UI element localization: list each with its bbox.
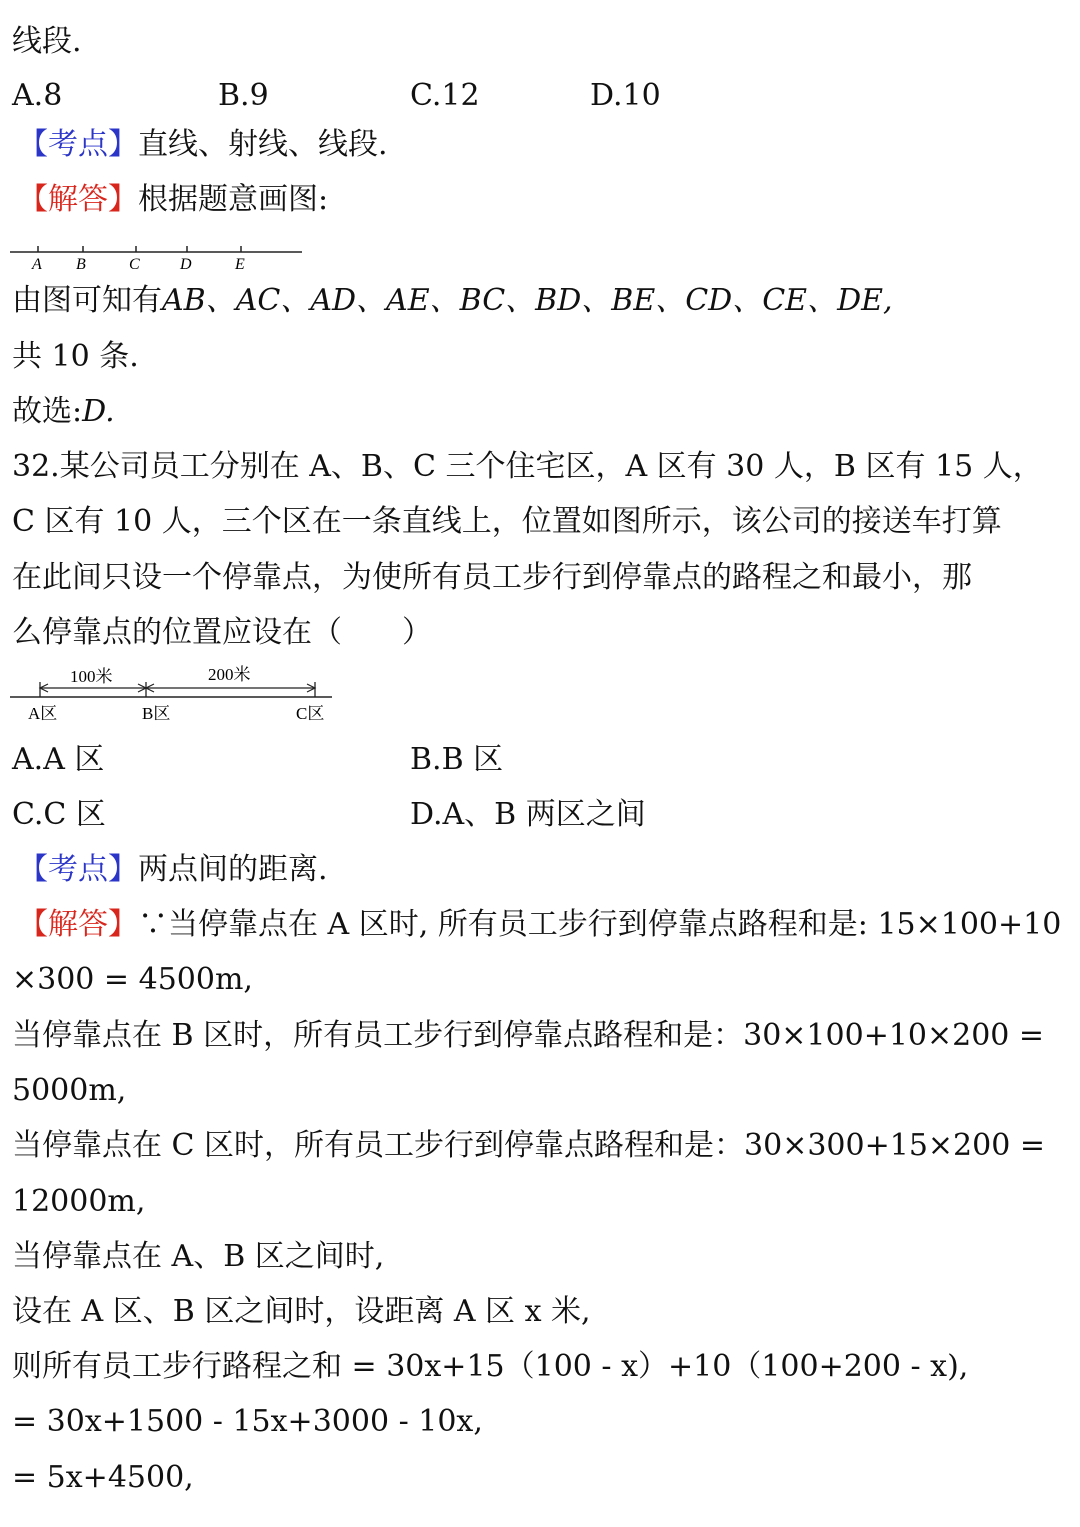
answer-value: D. bbox=[82, 394, 115, 429]
label-c: C bbox=[129, 256, 140, 273]
zone-a-label: A区 bbox=[28, 704, 58, 723]
option-c: C.12 bbox=[410, 78, 480, 113]
solution-line-8: 设在 A 区、B 区之间时，设距离 A 区 x 米, bbox=[12, 1294, 591, 1329]
option-b: B.9 bbox=[218, 78, 269, 113]
q32-stem-line-3: 在此间只设一个停靠点，为使所有员工步行到停靠点的路程之和最小，那 bbox=[12, 560, 972, 595]
question-continuation: 线段. bbox=[12, 24, 82, 59]
distance-figure bbox=[10, 664, 340, 726]
q32-jieda-line bbox=[18, 905, 1061, 945]
solution-line-7: 当停靠点在 A、B 区之间时, bbox=[12, 1239, 385, 1274]
option-d: D.10 bbox=[590, 78, 661, 113]
label-a: A bbox=[32, 256, 42, 273]
option-a: A.8 bbox=[12, 78, 63, 113]
q32-stem-line-1: 32.某公司员工分别在 A、B、C 三个住宅区，A 区有 30 人，B 区有 15 人， bbox=[12, 449, 1043, 484]
kaodian-text: 直线、射线、线段. bbox=[138, 127, 388, 162]
solution-line-10: = 30x+1500 - 15x+3000 - 10x, bbox=[12, 1404, 483, 1439]
segments-line bbox=[12, 281, 893, 321]
distance-bc: 200米 bbox=[208, 665, 251, 684]
answer-prefix: 故选: bbox=[12, 394, 83, 429]
q32-option-d: D.A、B 两区之间 bbox=[410, 797, 646, 832]
solution-line-3: 当停靠点在 B 区时，所有员工步行到停靠点路程和是：30×100+10×200 = bbox=[12, 1018, 1045, 1053]
count-line: 共 10 条. bbox=[12, 339, 139, 374]
q32-kaodian-text: 两点间的距离. bbox=[138, 852, 328, 887]
solution-line-9: 则所有员工步行路程之和 = 30x+15（100 - x）+10（100+200 - x), bbox=[12, 1349, 969, 1384]
solution-line-1: ∵当停靠点在 A 区时, 所有员工步行到停靠点路程和是: 15×100+10 bbox=[138, 907, 1062, 942]
segments-list: AB、AC、AD、AE、BC、BD、BE、CD、CE、DE, bbox=[162, 283, 893, 318]
distance-ab: 100米 bbox=[70, 667, 113, 686]
label-d: D bbox=[180, 256, 192, 273]
segment-figure bbox=[10, 238, 310, 278]
q32-option-a: A.A 区 bbox=[12, 742, 105, 777]
q32-stem-line-4: 么停靠点的位置应设在（ ） bbox=[12, 615, 432, 650]
jieda-tag: 【解答】 bbox=[18, 182, 138, 217]
solution-line-5: 当停靠点在 C 区时，所有员工步行到停靠点路程和是：30×300+15×200 = bbox=[12, 1128, 1045, 1163]
kaodian-tag: 【考点】 bbox=[18, 127, 138, 162]
q32-stem-line-2: C 区有 10 人，三个区在一条直线上，位置如图所示，该公司的接送车打算 bbox=[12, 504, 1002, 539]
solution-line-2: ×300 = 4500m, bbox=[12, 962, 253, 997]
solution-line-6: 12000m, bbox=[12, 1184, 146, 1219]
jieda-line bbox=[18, 180, 328, 220]
label-e: E bbox=[235, 256, 245, 273]
zone-b-label: B区 bbox=[142, 704, 171, 723]
q32-option-b: B.B 区 bbox=[410, 742, 504, 777]
solution-line-4: 5000m, bbox=[12, 1073, 127, 1108]
segments-prefix: 由图可知有 bbox=[12, 283, 162, 318]
q32-jieda-tag: 【解答】 bbox=[18, 907, 138, 942]
jieda-text: 根据题意画图: bbox=[138, 182, 329, 217]
solution-line-11: = 5x+4500, bbox=[12, 1460, 194, 1495]
answer-line bbox=[12, 392, 115, 432]
q32-option-c: C.C 区 bbox=[12, 797, 106, 832]
kaodian-line bbox=[18, 125, 388, 165]
q32-kaodian-line bbox=[18, 850, 328, 890]
label-b: B bbox=[76, 256, 86, 273]
q32-kaodian-tag: 【考点】 bbox=[18, 852, 138, 887]
zone-c-label: C区 bbox=[296, 704, 325, 723]
